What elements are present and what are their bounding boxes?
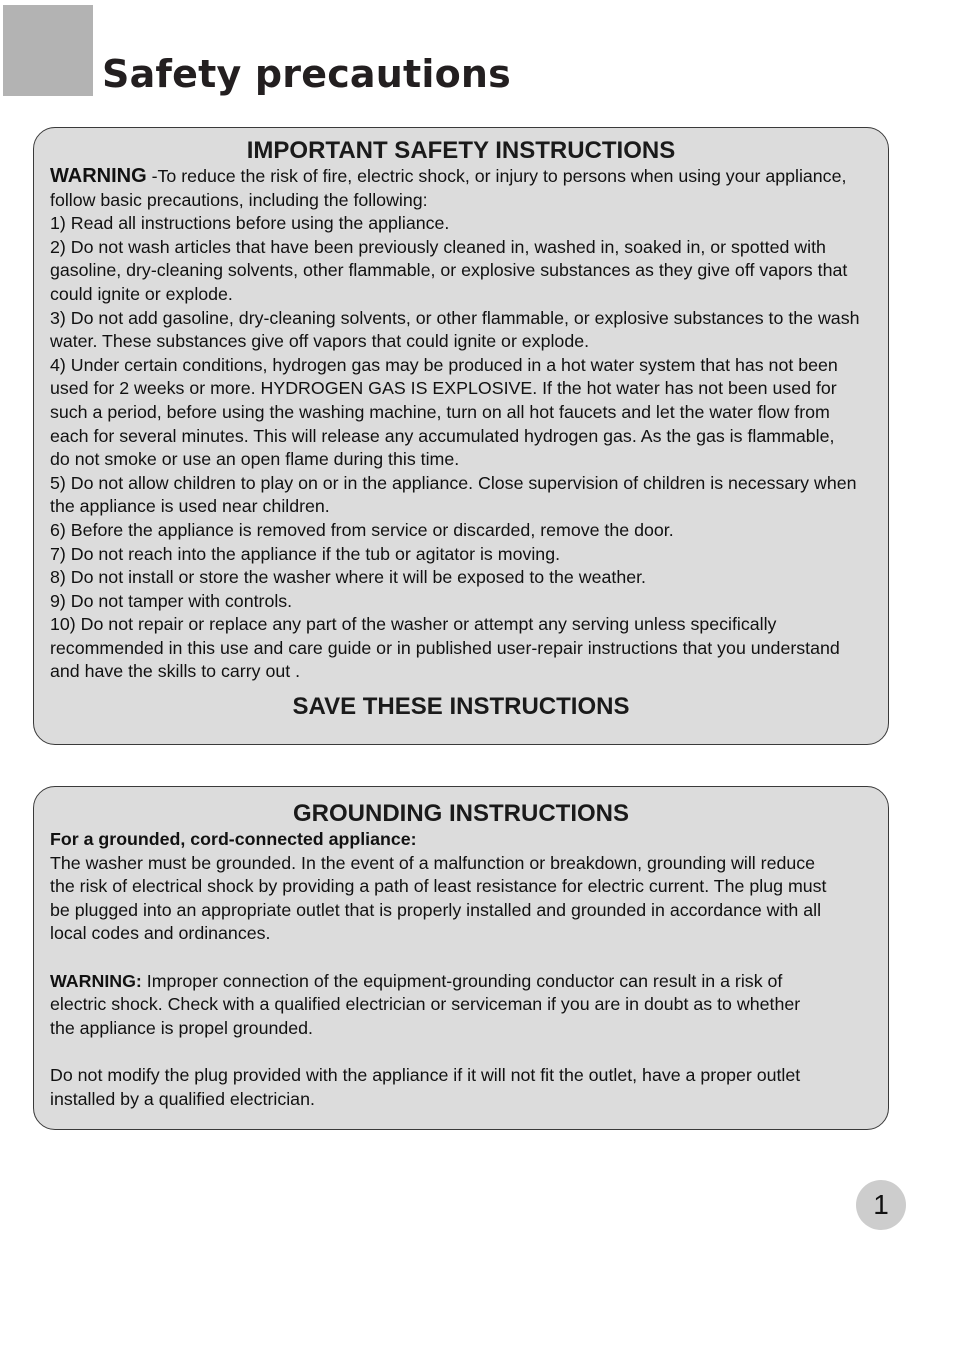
paragraph-gap [50, 1040, 882, 1064]
text-line: gasoline, dry-cleaning solvents, other flammable, or explosive substances as they give off vapors that [50, 260, 848, 281]
instruction-item: 3) Do not add gasoline, dry-cleaning solvents, or other flammable, or explosive substances to the wash [50, 307, 860, 328]
warning-label: WARNING: [50, 970, 142, 991]
warning-label: WARNING [50, 165, 147, 187]
warning-line [50, 970, 882, 994]
text-line: follow basic precautions, including the following: [50, 189, 428, 210]
grounding-subheading: For a grounded, cord-connected appliance: [50, 829, 417, 849]
page-title: Safety precautions [102, 52, 511, 96]
text-line: -To reduce the risk of fire, electric shock, or injury to persons when using your appliance, [146, 166, 847, 186]
save-instructions-heading: SAVE THESE INSTRUCTIONS [292, 693, 630, 721]
text-line: installed by a qualified electrician. [50, 1088, 315, 1109]
text-line: each for several minutes. This will release any accumulated hydrogen gas. As the gas is flammable, [50, 425, 835, 446]
grounding-instructions-panel [33, 786, 889, 1130]
safety-instructions-panel [33, 127, 889, 745]
text-line: Improper connection of the equipment-grounding conductor can result in a risk of [141, 970, 783, 991]
instruction-item: 7) Do not reach into the appliance if the tub or agitator is moving. [50, 543, 561, 564]
instruction-item: 10) Do not repair or replace any part of the washer or attempt any serving unless specifically [50, 614, 777, 635]
text-line: recommended in this use and care guide or in published user-repair instructions that you understand [50, 637, 840, 658]
paragraph-gap [50, 946, 882, 970]
text-line: and have the skills to carry out . [50, 661, 301, 682]
text-line: The washer must be grounded. In the event of a malfunction or breakdown, grounding will reduce [50, 852, 816, 873]
grounding-instructions-heading: GROUNDING INSTRUCTIONS [293, 800, 629, 827]
text-line: such a period, before using the washing machine, turn on all hot faucets and let the water flow from [50, 401, 830, 422]
text-line: used for 2 weeks or more. HYDROGEN GAS IS EXPLOSIVE. If the hot water has not been used for [50, 378, 837, 399]
instruction-item: 9) Do not tamper with controls. [50, 590, 293, 611]
text-line: local codes and ordinances. [50, 923, 271, 944]
text-line: water. These substances give off vapors that could ignite or explode. [50, 331, 590, 352]
safety-instructions-text [50, 165, 882, 684]
safety-instructions-heading: IMPORTANT SAFETY INSTRUCTIONS [246, 137, 676, 164]
text-line: Do not modify the plug provided with the appliance if it will not fit the outlet, have a proper outlet [50, 1064, 801, 1085]
instruction-item: 5) Do not allow children to play on or in the appliance. Close supervision of children is necessary when [50, 472, 857, 493]
instruction-item: 2) Do not wash articles that have been previously cleaned in, washed in, soaked in, or spotted with [50, 236, 826, 257]
instruction-item: 1) Read all instructions before using the appliance. [50, 213, 450, 234]
instruction-item: 6) Before the appliance is removed from service or discarded, remove the door. [50, 519, 674, 540]
text-line: the appliance is used near children. [50, 496, 330, 517]
warning-line [50, 165, 882, 189]
text-line: could ignite or explode. [50, 283, 233, 304]
corner-block [3, 5, 93, 96]
instruction-item: 4) Under certain conditions, hydrogen gas may be produced in a hot water system that has not been [50, 354, 838, 375]
text-line: the risk of electrical shock by providing a path of least resistance for electric current. The plug must [50, 876, 827, 897]
text-line: electric shock. Check with a qualified electrician or serviceman if you are in doubt as to whether [50, 994, 801, 1015]
text-line: be plugged into an appropriate outlet that is properly installed and grounded in accordance with all [50, 899, 822, 920]
instruction-item: 8) Do not install or store the washer where it will be exposed to the weather. [50, 567, 646, 588]
grounding-instructions-text [50, 828, 882, 1111]
text-line: do not smoke or use an open flame during this time. [50, 449, 460, 470]
text-line: the appliance is propel grounded. [50, 1017, 313, 1038]
page-number-badge: 1 [856, 1180, 906, 1230]
